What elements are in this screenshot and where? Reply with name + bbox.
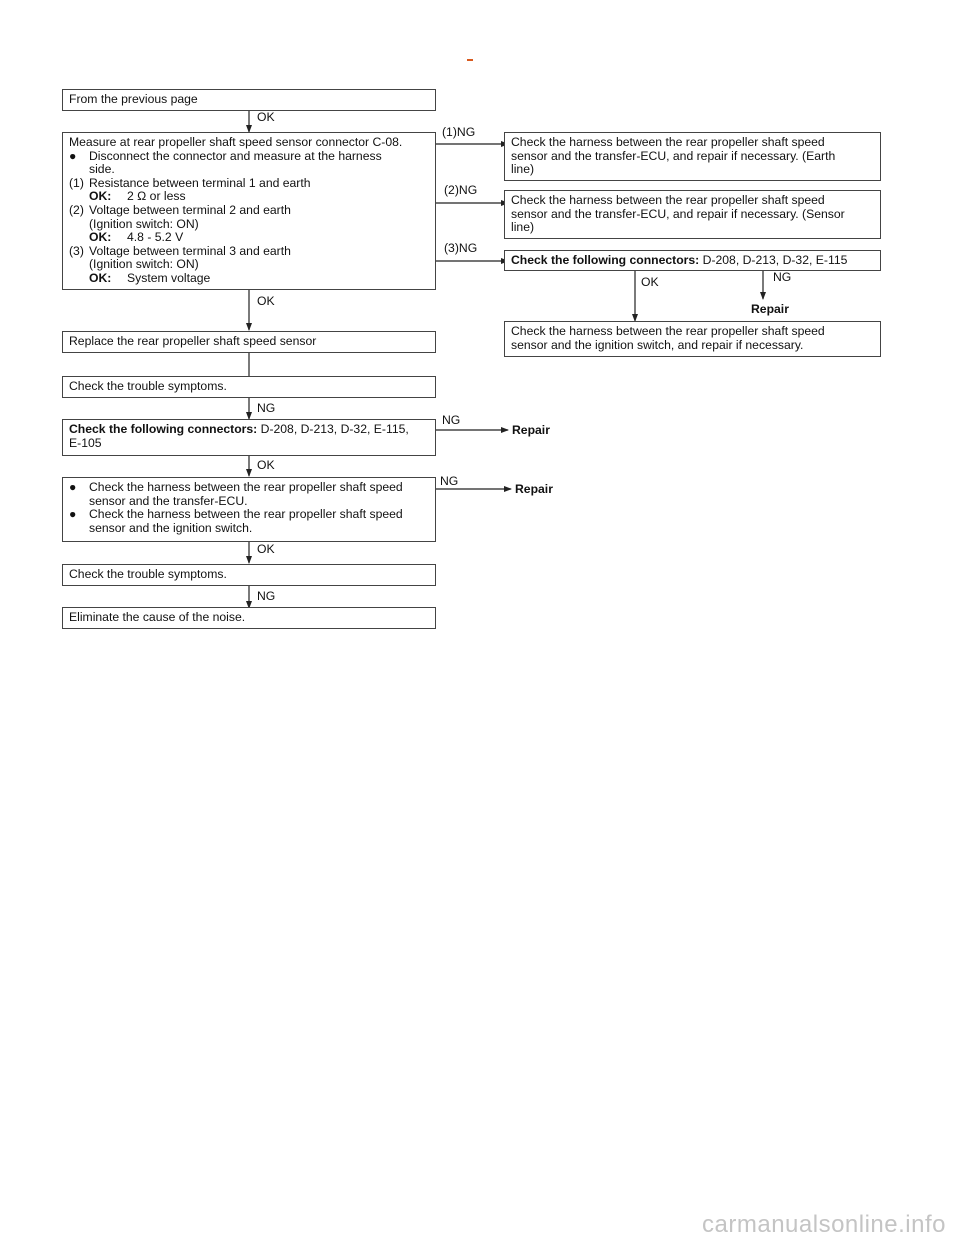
- harness-sensor-line3: line): [511, 220, 535, 235]
- measure-item3-cond: (Ignition switch: ON): [89, 257, 199, 272]
- harness-earth-line2: sensor and the transfer-ECU, and repair if necessary. (Earth: [511, 148, 836, 163]
- eliminate-text: Eliminate the cause of the noise.: [69, 610, 246, 624]
- trouble1-text: Check the trouble symptoms.: [69, 379, 227, 393]
- connectors-right-list: D-208, D-213, D-32, E-115: [702, 253, 848, 267]
- from-previous-text: From the previous page: [69, 92, 198, 106]
- measure-bullet: ● Disconnect the connector and measure at the harness: [69, 148, 382, 163]
- box-check-trouble-2: [62, 564, 436, 586]
- box-replace-sensor: [62, 331, 436, 353]
- measure-item1: (1) Resistance between terminal 1 and earth: [69, 175, 311, 190]
- label-ng-conn: NG: [442, 413, 461, 427]
- measure-item3-ok: OK: System voltage: [89, 270, 211, 285]
- connectors-left-line1: Check the following connectors: D-208, D-213, D-32, E-115,: [69, 422, 409, 436]
- measure-title: Measure at rear propeller shaft speed sensor connector C-08.: [69, 135, 403, 149]
- measure-item1-ok: OK: 2 Ω or less: [89, 189, 186, 204]
- label-repair-right: Repair: [751, 302, 789, 316]
- label-ng-last: NG: [257, 589, 276, 603]
- measure-item3: (3) Voltage between terminal 3 and earth: [69, 243, 291, 258]
- replace-text: Replace the rear propeller shaft speed sensor: [69, 334, 317, 348]
- label-ng1: (1)NG: [442, 125, 476, 139]
- box-check-trouble-1: [62, 376, 436, 398]
- label-ng2: (2)NG: [444, 183, 478, 197]
- box-eliminate-noise: [62, 607, 436, 629]
- connectors-left-line2: E-105: [69, 435, 102, 450]
- bullet-icon: ●: [69, 480, 77, 494]
- harness-both-line1: ● Check the harness between the rear propeller shaft speed: [69, 480, 403, 494]
- label-ng3: (3)NG: [444, 241, 478, 255]
- label-ok3: OK: [257, 458, 275, 472]
- bullet-icon: ●: [69, 148, 77, 163]
- harness-earth-line1: Check the harness between the rear propeller shaft speed: [511, 135, 825, 149]
- measure-item2: (2) Voltage between terminal 2 and earth: [69, 202, 291, 217]
- label-ng-right: NG: [773, 270, 792, 284]
- box-harness-ignition: [504, 321, 881, 357]
- box-check-connectors-right: [504, 250, 881, 271]
- label-ok4: OK: [257, 542, 275, 556]
- label-ng-harness: NG: [440, 474, 459, 488]
- measure-item2-cond: (Ignition switch: ON): [89, 216, 199, 231]
- harness-ignition-line2: sensor and the ignition switch, and repair if necessary.: [511, 337, 804, 352]
- harness-earth-line3: line): [511, 162, 535, 177]
- harness-both-line2: ● Check the harness between the rear propeller shaft speed: [69, 507, 403, 522]
- label-ok-right: OK: [641, 275, 659, 289]
- harness-both-line1b: sensor and the transfer-ECU.: [89, 493, 248, 508]
- box-from-previous-page: [62, 89, 436, 111]
- box-measure-sensor-connector: [62, 132, 436, 290]
- label-repair-harness: Repair: [515, 482, 553, 496]
- label-ok2: OK: [257, 294, 275, 308]
- connectors-right-heading: Check the following connectors:: [511, 253, 700, 267]
- box-check-connectors-left: [62, 419, 436, 456]
- trouble2-text: Check the trouble symptoms.: [69, 567, 227, 581]
- label-ok1: OK: [257, 110, 275, 124]
- box-check-harness-both: [62, 477, 436, 542]
- box-harness-earth-line: [504, 132, 881, 181]
- harness-ignition-line1: Check the harness between the rear propeller shaft speed: [511, 324, 825, 338]
- harness-sensor-line2: sensor and the transfer-ECU, and repair if necessary. (Sensor: [511, 206, 845, 221]
- label-ng-left1: NG: [257, 401, 276, 415]
- box-harness-sensor-line: [504, 190, 881, 239]
- harness-sensor-line1: Check the harness between the rear propeller shaft speed: [511, 193, 825, 207]
- harness-both-line2b: sensor and the ignition switch.: [89, 520, 253, 535]
- label-repair-conn: Repair: [512, 423, 550, 437]
- measure-bullet-cont: side.: [89, 162, 115, 177]
- bullet-icon: ●: [69, 507, 77, 522]
- watermark: carmanualsonline.info: [702, 1211, 946, 1238]
- measure-item2-ok: OK: 4.8 - 5.2 V: [89, 230, 184, 245]
